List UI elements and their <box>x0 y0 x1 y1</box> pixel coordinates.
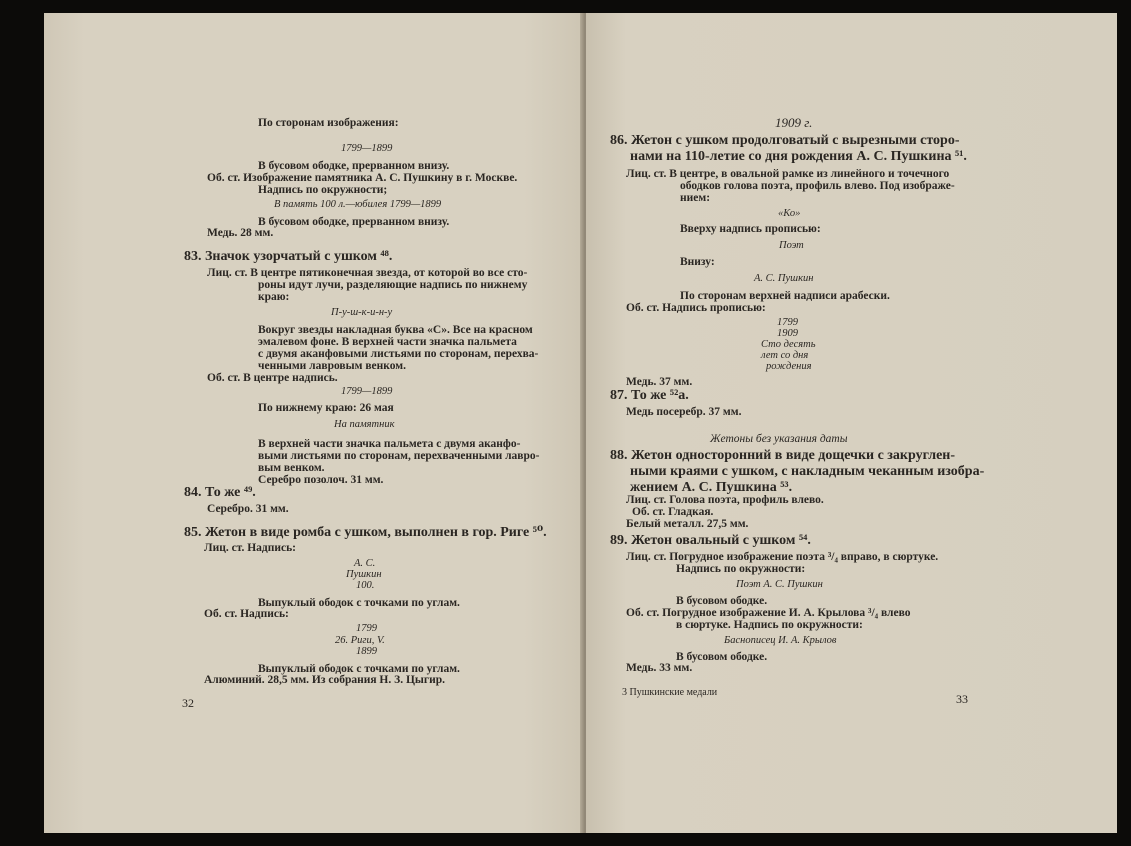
entry-heading: 89. Жетон овальный с ушком ⁵⁴. <box>610 533 811 548</box>
text-line: Надпись по окружности: <box>676 563 806 575</box>
entry-heading: 83. Значок узорчатый с ушком ⁴⁸. <box>184 249 393 264</box>
text-line: А. С. <box>354 558 376 569</box>
text-line: 100. <box>356 580 375 591</box>
text-line: Об. ст. Изображение памятника А. С. Пушкину в г. Москве. <box>207 172 518 184</box>
text-line: Внизу: <box>680 256 715 268</box>
right-page <box>586 13 1117 833</box>
text-line: В бусовом ободке, прерванном внизу. <box>258 160 450 172</box>
text-line: ными краями с ушком, с накладным чеканным изобра- <box>630 464 985 479</box>
entry-heading: 84. То же ⁴⁹. <box>184 485 256 500</box>
text-line: Пушкин <box>346 569 382 580</box>
text-line: краю: <box>258 291 290 303</box>
entry-heading: 86. Жетон с ушком продолговатый с вырезными сторо- <box>610 133 960 148</box>
text-line: Белый металл. 27,5 мм. <box>626 518 749 530</box>
entry-heading: 87. То же ⁵²а. <box>610 388 689 403</box>
text-line: 1899 <box>356 646 377 657</box>
text-line: Баснописец И. А. Крылов <box>724 635 837 646</box>
text-line: Вокруг звезды накладная буква «С». Все на красном <box>258 324 533 336</box>
text-line: Лиц. ст. В центре пятиконечная звезда, от которой во все сто- <box>207 267 528 279</box>
text-line: Лиц. ст. В центре, в овальной рамке из линейного и точечного <box>626 168 950 180</box>
text-line: 1799 <box>777 317 798 328</box>
text-line: Об. ст. Надпись прописью: <box>626 302 766 314</box>
entry-heading: 85. Жетон в виде ромба с ушком, выполнен в гор. Риге ⁵⁰. <box>184 525 547 540</box>
text-line: 1799 <box>356 623 377 634</box>
section-heading: Жетоны без указания даты <box>710 433 848 445</box>
text-line: эмалевом фоне. В верхней части значка пальмета <box>258 336 517 348</box>
text-line: Сто десять <box>761 339 816 350</box>
text-line: В бусовом ободке, прерванном внизу. <box>258 216 450 228</box>
text-line: роны идут лучи, разделяющие надпись по нижнему <box>258 279 528 291</box>
text-line: В верхней части значка пальмета с двумя аканфо- <box>258 438 521 450</box>
text-line: Лиц. ст. Голова поэта, профиль влево. <box>626 494 824 506</box>
text-line: жением А. С. Пушкина ⁵³. <box>630 480 793 495</box>
text-line: В память 100 л.—юбилея 1799—1899 <box>274 199 442 210</box>
section-heading: 1909 г. <box>775 115 813 130</box>
text-line: Об. ст. Надпись: <box>204 608 289 620</box>
text-line: Об. ст. Гладкая. <box>632 506 714 518</box>
text-line: По сторонам верхней надписи арабески. <box>680 290 890 302</box>
text-line: Поэт А. С. Пушкин <box>736 579 823 590</box>
text-line: Вверху надпись прописью: <box>680 223 821 235</box>
text-line: Выпуклый ободок с точками по углам. <box>258 663 460 675</box>
text-line: Об. ст. Погрудное изображение И. А. Крылова ³/₄ влево <box>626 607 911 619</box>
text-line: Алюминий. 28,5 мм. Из собрания Н. З. Цыгир. <box>204 674 445 686</box>
left-page <box>44 13 584 833</box>
text-line: Лиц. ст. Погрудное изображение поэта ³/₄ вправо, в сюртуке. <box>626 551 939 563</box>
page-number: 32 <box>182 696 194 710</box>
text-line: Серебро. 31 мм. <box>207 503 289 515</box>
text-line: в сюртуке. Надпись по окружности: <box>676 619 863 631</box>
text-line: Об. ст. В центре надпись. <box>207 372 338 384</box>
footer-signature: 3 Пушкинские медали <box>622 687 718 698</box>
text-line: Поэт <box>779 240 804 251</box>
text-line: 1799—1899 <box>341 143 393 154</box>
text-line: вым венком. <box>258 462 325 474</box>
text-line: выми листьями по сторонам, перехваченными лавро- <box>258 450 540 462</box>
text-line: Медь. 28 мм. <box>207 227 274 239</box>
text-line: По сторонам изображения: <box>258 117 399 129</box>
text-line: На памятник <box>334 419 395 430</box>
text-line: рождения <box>766 361 812 372</box>
text-line: А. С. Пушкин <box>754 273 814 284</box>
text-line: нием: <box>680 192 711 204</box>
text-line: В бусовом ободке. <box>676 595 768 607</box>
text-line: 1799—1899 <box>341 386 393 397</box>
text-line: Медь. 37 мм. <box>626 376 693 388</box>
text-line: Надпись по окружности; <box>258 184 388 196</box>
text-line: нами на 110-летие со дня рождения А. С. Пушкина ⁵¹. <box>630 149 967 164</box>
text-line: Выпуклый ободок с точками по углам. <box>258 597 460 609</box>
text-line: ободков голова поэта, профиль влево. Под изображе- <box>680 180 955 192</box>
text-line: Медь. 33 мм. <box>626 662 693 674</box>
text-line: «Ко» <box>778 208 801 219</box>
text-line: Лиц. ст. Надпись: <box>204 542 296 554</box>
page-number: 33 <box>956 692 968 706</box>
text-line: ченными лавровым венком. <box>258 360 406 372</box>
text-line: с двумя аканфовыми листьями по сторонам, перехва- <box>258 348 539 360</box>
text-line: 1909 <box>777 328 798 339</box>
text-line: 26. Риги, V. <box>335 635 385 646</box>
text-line: В бусовом ободке. <box>676 651 768 663</box>
text-line: Серебро позолоч. 31 мм. <box>258 474 384 486</box>
entry-heading: 88. Жетон односторонний в виде дощечки с закруглен- <box>610 448 956 463</box>
text-line: По нижнему краю: 26 мая <box>258 402 394 414</box>
text-line: П-у-ш-к-и-н-у <box>331 307 393 318</box>
text-line: лет со дня <box>761 350 809 361</box>
text-line: Медь посеребр. 37 мм. <box>626 406 742 418</box>
